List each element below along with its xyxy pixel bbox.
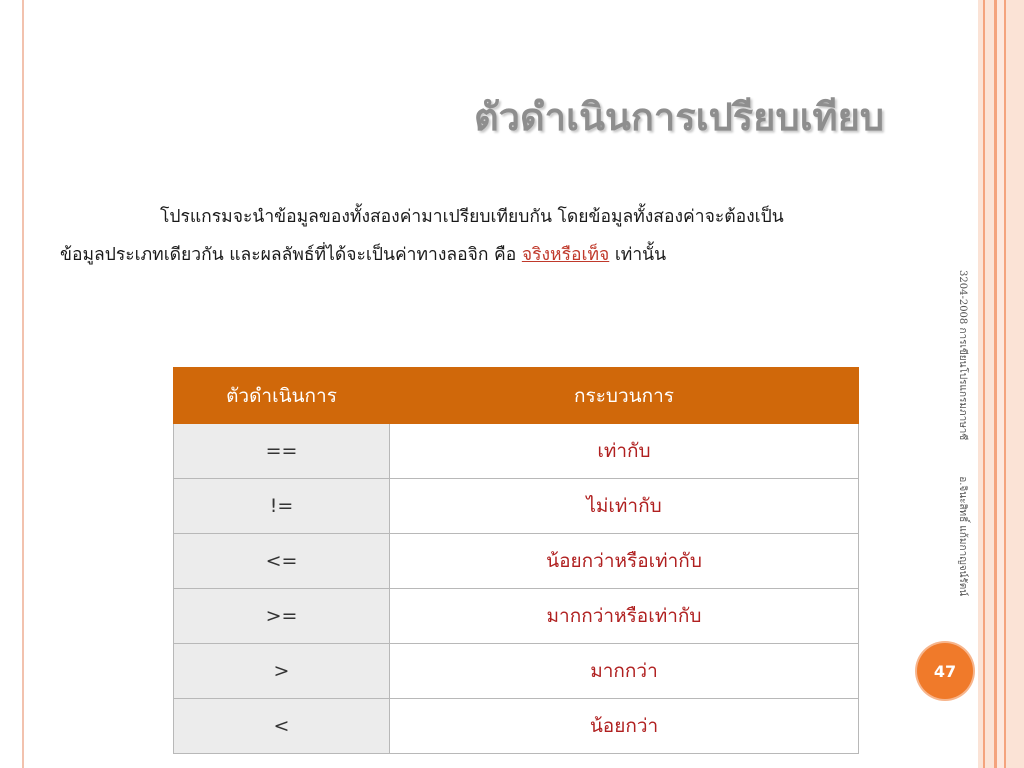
side-footer-note (955, 270, 970, 596)
true-false-link[interactable]: จริงหรือเท็จ (521, 245, 610, 265)
table-row (174, 424, 859, 479)
operator-cell: <= (174, 534, 390, 589)
body-line-2-suffix: เท่านั้น (609, 245, 667, 265)
table-row (174, 644, 859, 699)
process-cell: น้อยกว่า (390, 699, 859, 754)
operator-cell: != (174, 479, 390, 534)
header-process: กระบวนการ (390, 368, 859, 424)
operator-cell: < (174, 699, 390, 754)
header-operator: ตัวดำเนินการ (174, 368, 390, 424)
table-row (174, 589, 859, 644)
process-cell: มากกว่า (390, 644, 859, 699)
operator-cell: > (174, 644, 390, 699)
comparison-operators-table (173, 367, 859, 754)
page-number-badge: 47 (917, 643, 973, 699)
process-cell: มากกว่าหรือเท่ากับ (390, 589, 859, 644)
left-decorative-rule (22, 0, 24, 768)
slide-title: ตัวดำเนินการเปรียบเทียบ (473, 95, 884, 139)
table-header-row (174, 368, 859, 424)
body-line-2-prefix: ข้อมูลประเภทเดียวกัน และผลลัพธ์ที่ได้จะเป็นค่าทางลอจิก คือ (60, 245, 522, 265)
process-cell: ไม่เท่ากับ (390, 479, 859, 534)
course-code-text: 3204-2008 การเขียนโปรแกรมภาษาซี (957, 270, 968, 441)
process-cell: เท่ากับ (390, 424, 859, 479)
slide-body-text (60, 198, 965, 274)
operator-cell: >= (174, 589, 390, 644)
author-text: อ.จินะสิทธิ์ แก้มกาญจน์รัตน์ (957, 476, 968, 597)
body-line-1: โปรแกรมจะนำข้อมูลของทั้งสองค่ามาเปรียบเทียบกัน โดยข้อมูลทั้งสองค่าจะต้องเป็น (160, 207, 784, 227)
operator-cell: == (174, 424, 390, 479)
right-decorative-stripes (978, 0, 1024, 768)
table-row (174, 699, 859, 754)
process-cell: น้อยกว่าหรือเท่ากับ (390, 534, 859, 589)
table-row (174, 534, 859, 589)
table-row (174, 479, 859, 534)
